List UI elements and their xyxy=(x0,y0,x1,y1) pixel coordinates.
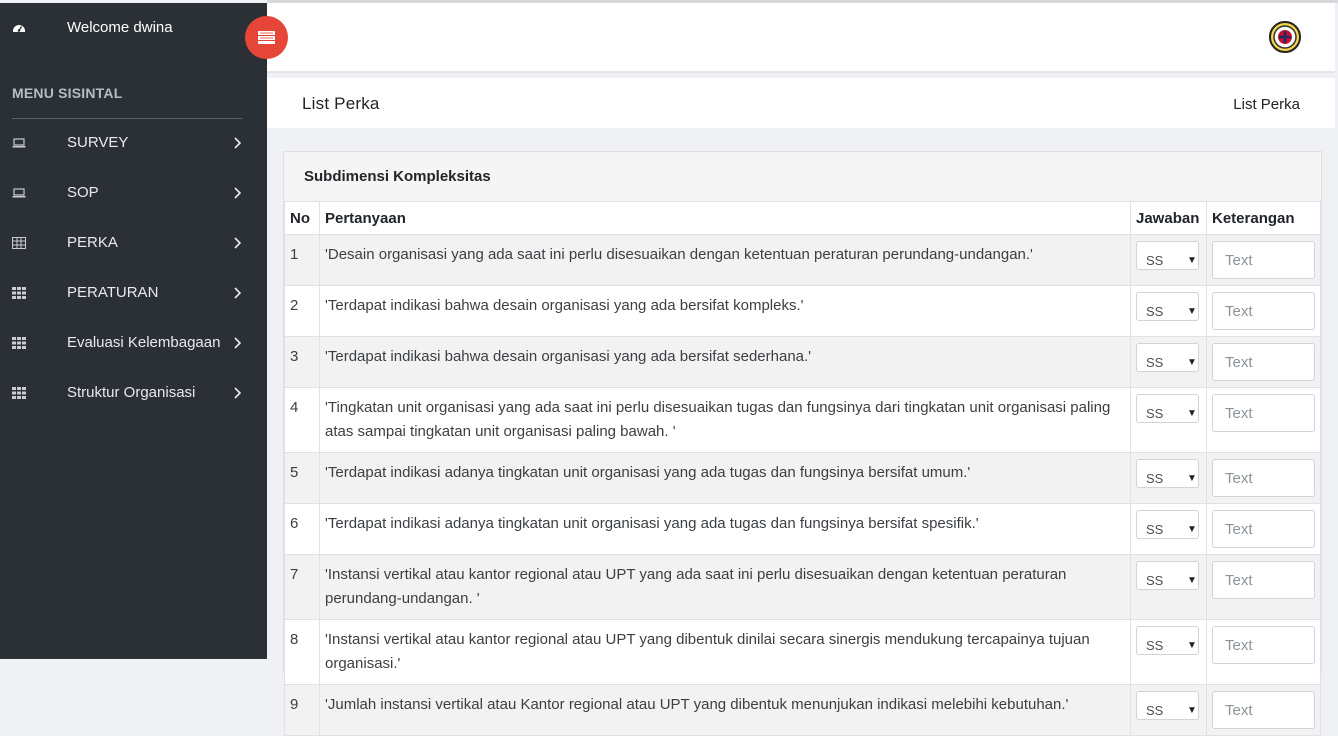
answer-select[interactable] xyxy=(1136,626,1199,655)
note-input[interactable] xyxy=(1212,241,1315,279)
table-header-row xyxy=(285,202,1321,235)
table-row xyxy=(285,337,1321,388)
grid-icon xyxy=(12,287,26,299)
note-input[interactable] xyxy=(1212,626,1315,664)
answer-select[interactable] xyxy=(1136,459,1199,488)
dropdown-arrow-icon: ▼ xyxy=(1187,357,1197,368)
row-number: 4 xyxy=(285,388,320,453)
row-number: 7 xyxy=(285,555,320,620)
table-row xyxy=(285,453,1321,504)
answer-cell xyxy=(1131,286,1207,337)
column-header-jawaban: Jawaban xyxy=(1131,202,1207,235)
note-cell xyxy=(1207,286,1321,337)
sidebar xyxy=(0,3,267,659)
question-text: 'Terdapat indikasi adanya tingkatan unit organisasi yang ada tugas dan fungsinya bersifat spesifik.' xyxy=(320,504,1131,555)
answer-select[interactable] xyxy=(1136,394,1199,423)
sidebar-item-perka[interactable] xyxy=(0,224,267,264)
row-number: 6 xyxy=(285,504,320,555)
answer-select-value: SS xyxy=(1146,471,1164,486)
table-row xyxy=(285,388,1321,453)
answer-cell xyxy=(1131,235,1207,286)
sidebar-item-sop[interactable] xyxy=(0,174,267,214)
toggle-sidebar-button[interactable] xyxy=(245,16,288,59)
welcome-block xyxy=(0,3,267,53)
dropdown-arrow-icon: ▼ xyxy=(1187,408,1197,419)
dropdown-arrow-icon: ▼ xyxy=(1187,705,1197,716)
note-cell xyxy=(1207,685,1321,736)
row-number: 2 xyxy=(285,286,320,337)
note-input[interactable] xyxy=(1212,691,1315,729)
note-cell xyxy=(1207,235,1321,286)
note-input[interactable] xyxy=(1212,343,1315,381)
question-text: 'Terdapat indikasi bahwa desain organisasi yang ada bersifat kompleks.' xyxy=(320,286,1131,337)
answer-select[interactable] xyxy=(1136,691,1199,720)
note-cell xyxy=(1207,555,1321,620)
dropdown-arrow-icon: ▼ xyxy=(1187,640,1197,651)
sidebar-item-struktur-organisasi[interactable] xyxy=(0,374,267,414)
answer-select[interactable] xyxy=(1136,561,1199,590)
page-header xyxy=(267,78,1335,128)
laptop-icon xyxy=(12,137,26,149)
sidebar-item-evaluasi-kelembagaan[interactable] xyxy=(0,324,267,364)
answer-select-value: SS xyxy=(1146,638,1164,653)
chevron-right-icon xyxy=(233,387,241,399)
menu-title: MENU SISINTAL xyxy=(12,85,123,101)
table-row xyxy=(285,235,1321,286)
page-title: List Perka xyxy=(302,94,380,113)
answer-cell xyxy=(1131,337,1207,388)
table-row xyxy=(285,620,1321,685)
note-cell xyxy=(1207,388,1321,453)
dropdown-arrow-icon: ▼ xyxy=(1187,306,1197,317)
note-input[interactable] xyxy=(1212,292,1315,330)
question-table xyxy=(284,201,1321,736)
chevron-right-icon xyxy=(233,237,241,249)
dropdown-arrow-icon: ▼ xyxy=(1187,575,1197,586)
menu-icon xyxy=(257,28,276,47)
chevron-right-icon xyxy=(233,287,241,299)
answer-select-value: SS xyxy=(1146,573,1164,588)
chevron-right-icon xyxy=(233,337,241,349)
answer-cell xyxy=(1131,620,1207,685)
question-text: 'Terdapat indikasi adanya tingkatan unit organisasi yang ada tugas dan fungsinya bersifat umum.' xyxy=(320,453,1131,504)
answer-select[interactable] xyxy=(1136,343,1199,372)
welcome-text: Welcome dwina xyxy=(67,19,173,36)
note-cell xyxy=(1207,337,1321,388)
question-text: 'Terdapat indikasi bahwa desain organisasi yang ada bersifat sederhana.' xyxy=(320,337,1131,388)
organization-logo[interactable] xyxy=(1268,20,1302,54)
answer-cell xyxy=(1131,685,1207,736)
answer-cell xyxy=(1131,504,1207,555)
note-input[interactable] xyxy=(1212,459,1315,497)
dropdown-arrow-icon: ▼ xyxy=(1187,255,1197,266)
answer-select-value: SS xyxy=(1146,304,1164,319)
column-header-pertanyaan: Pertanyaan xyxy=(320,202,1131,235)
dropdown-arrow-icon: ▼ xyxy=(1187,524,1197,535)
breadcrumb[interactable]: List Perka xyxy=(1233,96,1300,113)
row-number: 5 xyxy=(285,453,320,504)
answer-cell xyxy=(1131,388,1207,453)
question-text: 'Desain organisasi yang ada saat ini perlu disesuaikan dengan ketentuan peraturan perundang-undangan.' xyxy=(320,235,1131,286)
sidebar-item-label: PERKA xyxy=(67,234,118,251)
table-row xyxy=(285,504,1321,555)
table-row xyxy=(285,555,1321,620)
answer-select-value: SS xyxy=(1146,406,1164,421)
chevron-right-icon xyxy=(233,187,241,199)
row-number: 9 xyxy=(285,685,320,736)
chevron-right-icon xyxy=(233,137,241,149)
answer-select-value: SS xyxy=(1146,522,1164,537)
row-number: 1 xyxy=(285,235,320,286)
note-cell xyxy=(1207,504,1321,555)
sidebar-item-peraturan[interactable] xyxy=(0,274,267,314)
sidebar-item-label: SURVEY xyxy=(67,134,129,151)
question-text: 'Instansi vertikal atau kantor regional atau UPT yang dibentuk dinilai secara sinergis mendukung tercapainya tujuan organisasi.' xyxy=(320,620,1131,685)
sidebar-item-label: Struktur Organisasi xyxy=(67,384,196,401)
table-icon xyxy=(12,237,26,249)
answer-cell xyxy=(1131,453,1207,504)
answer-select-value: SS xyxy=(1146,703,1164,718)
answer-select[interactable] xyxy=(1136,292,1199,321)
note-cell xyxy=(1207,620,1321,685)
menu-divider xyxy=(12,118,242,119)
sidebar-item-label: Evaluasi Kelembagaan xyxy=(67,334,221,351)
row-number: 3 xyxy=(285,337,320,388)
question-text: 'Jumlah instansi vertikal atau Kantor regional atau UPT yang dibentuk menunjukan indikasi melebihi kebutuhan.' xyxy=(320,685,1131,736)
answer-select-value: SS xyxy=(1146,253,1164,268)
answer-select-value: SS xyxy=(1146,355,1164,370)
answer-select[interactable] xyxy=(1136,510,1199,539)
note-input[interactable] xyxy=(1212,510,1315,548)
note-input[interactable] xyxy=(1212,394,1315,432)
sidebar-item-survey[interactable] xyxy=(0,124,267,164)
sidebar-item-label: SOP xyxy=(67,184,99,201)
laptop-icon xyxy=(12,187,26,199)
grid-icon xyxy=(12,387,26,399)
top-navbar xyxy=(267,3,1335,73)
dropdown-arrow-icon: ▼ xyxy=(1187,473,1197,484)
sidebar-item-label: PERATURAN xyxy=(67,284,159,301)
column-header-no: No xyxy=(285,202,320,235)
column-header-keterangan: Keterangan xyxy=(1207,202,1321,235)
question-card xyxy=(283,151,1322,718)
question-text: 'Instansi vertikal atau kantor regional atau UPT yang ada saat ini perlu disesuaikan dengan ketentuan peraturan perundang-undangan. ' xyxy=(320,555,1131,620)
answer-select[interactable] xyxy=(1136,241,1199,270)
grid-icon xyxy=(12,337,26,349)
dashboard-icon xyxy=(12,21,26,35)
table-row xyxy=(285,685,1321,736)
note-input[interactable] xyxy=(1212,561,1315,599)
row-number: 8 xyxy=(285,620,320,685)
question-text: 'Tingkatan unit organisasi yang ada saat ini perlu disesuaikan tugas dan fungsinya dari tingkatan unit organisasi paling atas sampai tingkatan unit organisasi paling bawah. ' xyxy=(320,388,1131,453)
note-cell xyxy=(1207,453,1321,504)
card-title: Subdimensi Kompleksitas xyxy=(304,168,491,185)
table-row xyxy=(285,286,1321,337)
answer-cell xyxy=(1131,555,1207,620)
